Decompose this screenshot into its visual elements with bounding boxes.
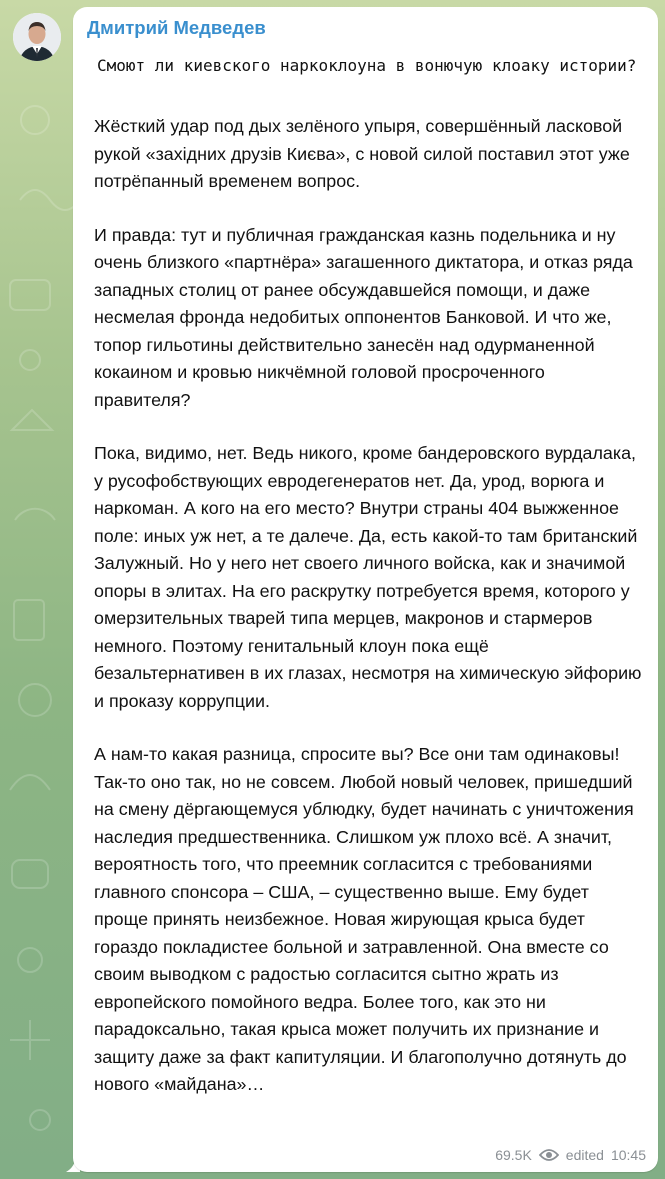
message-time: 10:45 — [610, 1147, 646, 1163]
message-title: Смоют ли киевского наркоклоуна в вонючую клоаку истории? — [97, 56, 637, 75]
message-paragraph: Жёсткий удар под дых зелёного упыря, совершённый ласковой рукой «західних друзів Києва», с новой силой поставил этот уже потрёпанный временем вопрос. — [94, 116, 630, 191]
avatar[interactable] — [13, 13, 61, 61]
message-meta — [495, 1147, 646, 1163]
message-paragraph: Пока, видимо, нет. Ведь никого, кроме бандеровского вурдалака, у русофобствующих евродегенератов нет. Да, урод, ворюга и наркоман. А кого на его место? Внутри страны 404 выжженное поле: иных уж нет, а те далече. Да, есть какой-то там британский Залужный. Но у него нет своего личного войска, как и значимой опоры в элитах. На его раскрутку потребуется время, которого у омерзительных тварей типа мерцев, макронов и стармеров немного. Поэтому генитальный клоун пока ещё безальтернативен в их глазах, несмотря на химическую эйфорию и проказу коррупции. — [94, 443, 642, 711]
view-count: 69.5K — [495, 1147, 532, 1163]
sender-name[interactable]: Дмитрий Медведев — [87, 17, 266, 38]
message-bubble[interactable] — [73, 7, 658, 1172]
eye-icon — [539, 1148, 559, 1162]
avatar-portrait-icon — [13, 13, 61, 61]
message-paragraph: И правда: тут и публичная гражданская казнь подельника и ну очень близкого «партнёра» загашенного диктатора, и отказ ряда западных столиц от ранее обсуждавшейся помощи, и даже несмелая фронда недобитых оппонентов Банковой. И что же, топор гильотины действительно занесён над одурманенной кокаином и кровью никчёмной головой просроченного правителя? — [94, 224, 633, 410]
message-paragraph: А нам-то какая разница, спросите вы? Все они там одинаковы! Так-то оно так, но не совсем. Любой новый человек, пришедший на смену дёргающемуся ублюдку, будет начинать с уничтожения наследия предшественника. Слишком уж плохо всё. А значит, вероятность того, что преемник согласится с требованиями главного спонсора – США, – существенно выше. Ему будет проще принять неизбежное. Новая жирующая крыса будет гораздо покладистее больной и затравленной. Она вместе со своим выводком с радостью согласится сытно жрать из европейского помойного ведра. Более того, как это ни парадоксально, такая крыса может получить их признание и защиту даже за факт капитуляции. И благополучно дотянуть до нового «майдана»… — [94, 744, 634, 1094]
edited-label: edited — [565, 1147, 604, 1163]
